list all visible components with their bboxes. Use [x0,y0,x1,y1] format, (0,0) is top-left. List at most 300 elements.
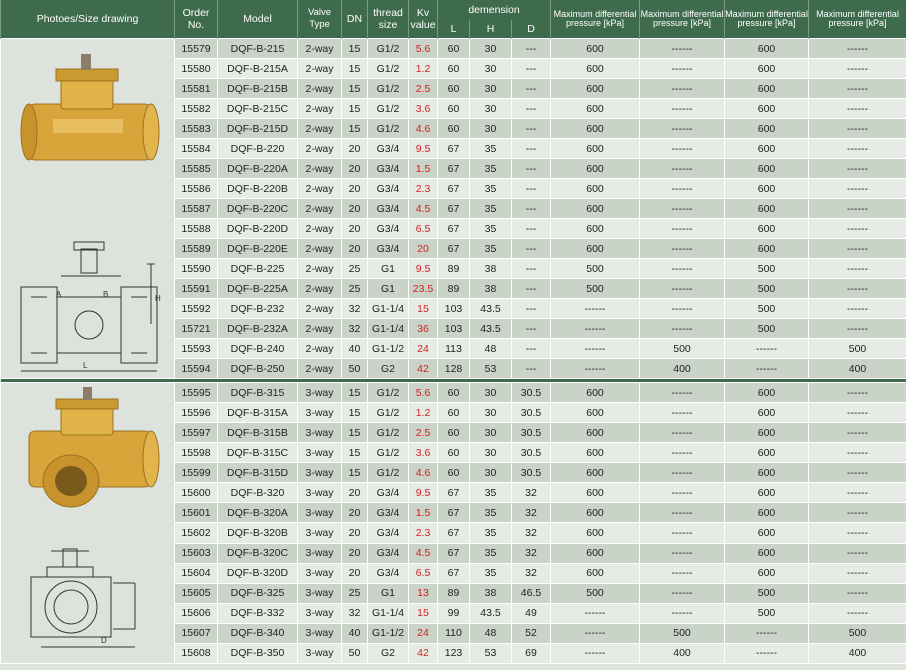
max-pressure-2-cell: ------ [640,159,725,179]
order-no-cell: 15590 [175,259,218,279]
max-pressure-1-cell: 600 [551,443,640,463]
max-pressure-1-cell: 600 [551,179,640,199]
valve-type-cell: 3-way [298,643,342,663]
thread-size-cell: G1/2 [368,79,409,99]
thread-size-cell: G3/4 [368,483,409,503]
kv-value-cell: 23.5 [409,279,438,299]
model-cell: DQF-B-215D [218,119,298,139]
dimension-d-cell: --- [512,299,551,319]
valve-type-cell: 3-way [298,423,342,443]
dimension-h-cell: 35 [470,139,512,159]
valve-type-cell: 2-way [298,319,342,339]
dn-cell: 15 [342,463,368,483]
thread-size-cell: G1-1/4 [368,603,409,623]
dn-cell: 15 [342,403,368,423]
order-no-cell: 15587 [175,199,218,219]
max-pressure-2-cell: ------ [640,523,725,543]
dimension-l-cell: 67 [438,563,470,583]
brass-three-way-valve-icon [29,387,159,507]
order-no-cell: 15604 [175,563,218,583]
dimension-d-cell: --- [512,59,551,79]
thread-size-cell: G1/2 [368,463,409,483]
kv-value-cell: 5.6 [409,39,438,59]
max-pressure-1-cell: 600 [551,403,640,423]
max-pressure-2-cell: ------ [640,483,725,503]
model-cell: DQF-B-215C [218,99,298,119]
max-pressure-1-cell: ------ [551,603,640,623]
dimension-h-cell: 35 [470,219,512,239]
kv-value-cell: 6.5 [409,563,438,583]
max-pressure-1-cell: 600 [551,199,640,219]
thread-size-cell: G3/4 [368,159,409,179]
max-pressure-1-cell: 600 [551,39,640,59]
dimension-l-cell: 89 [438,279,470,299]
table-row [1,383,906,403]
max-pressure-1-cell: 600 [551,463,640,483]
max-pressure-2-cell: ------ [640,423,725,443]
thread-size-cell: G2 [368,359,409,379]
dn-cell: 20 [342,523,368,543]
order-no-cell: 15583 [175,119,218,139]
thread-size-cell: G1/2 [368,59,409,79]
kv-value-cell: 42 [409,643,438,663]
max-pressure-2-cell: ------ [640,59,725,79]
dn-cell: 20 [342,139,368,159]
kv-value-cell: 15 [409,299,438,319]
dimension-l-cell: 67 [438,543,470,563]
dn-cell: 25 [342,259,368,279]
max-pressure-2-cell: ------ [640,463,725,483]
max-pressure-1-cell: 600 [551,563,640,583]
order-no-cell: 15580 [175,59,218,79]
dn-cell: 32 [342,319,368,339]
thread-size-cell: G1 [368,279,409,299]
model-cell: DQF-B-220E [218,239,298,259]
max-pressure-4-cell: ------ [809,119,906,139]
dn-cell: 15 [342,119,368,139]
order-no-cell: 15586 [175,179,218,199]
model-cell: DQF-B-225A [218,279,298,299]
dimension-h-cell: 43.5 [470,603,512,623]
three-way-valve-illustration [1,383,171,663]
max-pressure-2-cell: ------ [640,299,725,319]
dimension-d-cell: --- [512,359,551,379]
dn-cell: 20 [342,179,368,199]
thread-size-cell: G1/2 [368,383,409,403]
max-pressure-4-cell: ------ [809,39,906,59]
max-pressure-3-cell: 600 [725,179,809,199]
max-pressure-4-cell: ------ [809,219,906,239]
max-pressure-3-cell: 600 [725,239,809,259]
dimension-l-cell: 110 [438,623,470,643]
order-no-cell: 15593 [175,339,218,359]
max-pressure-1-cell: ------ [551,299,640,319]
max-pressure-2-cell: ------ [640,179,725,199]
max-pressure-4-cell: ------ [809,583,906,603]
dimension-h-cell: 30 [470,423,512,443]
max-pressure-3-cell: 600 [725,39,809,59]
kv-value-cell: 3.6 [409,99,438,119]
max-pressure-4-cell: 400 [809,359,906,379]
dimension-h-cell: 38 [470,583,512,603]
dimension-h-cell: 30 [470,99,512,119]
thread-size-cell: G1/2 [368,423,409,443]
dimension-l-cell: 67 [438,523,470,543]
thread-size-cell: G3/4 [368,219,409,239]
kv-value-cell: 24 [409,623,438,643]
max-pressure-2-cell: ------ [640,239,725,259]
max-pressure-3-cell: 600 [725,403,809,423]
max-pressure-2-cell: ------ [640,39,725,59]
dimension-h-cell: 35 [470,503,512,523]
valve-type-cell: 3-way [298,443,342,463]
max-pressure-1-cell: 600 [551,219,640,239]
max-pressure-3-cell: 500 [725,279,809,299]
thread-size-cell: G3/4 [368,199,409,219]
dimension-l-cell: 60 [438,463,470,483]
max-pressure-2-cell: 400 [640,359,725,379]
max-pressure-4-cell: ------ [809,99,906,119]
kv-value-cell: 36 [409,319,438,339]
three-way-dimension-drawing-icon [31,549,135,647]
order-no-cell: 15600 [175,483,218,503]
dimension-l-cell: 67 [438,219,470,239]
valve-type-cell: 2-way [298,339,342,359]
thread-size-cell: G1/2 [368,443,409,463]
dimension-l-cell: 67 [438,179,470,199]
dimension-h-cell: 38 [470,279,512,299]
dimension-h-cell: 35 [470,543,512,563]
order-no-cell: 15602 [175,523,218,543]
max-pressure-3-cell: 600 [725,199,809,219]
dimension-l-cell: 67 [438,239,470,259]
order-no-cell: 15721 [175,319,218,339]
kv-value-cell: 2.3 [409,179,438,199]
dimension-h-cell: 35 [470,179,512,199]
thread-size-cell: G1 [368,583,409,603]
dimension-d-cell: 32 [512,523,551,543]
table-body [1,39,906,664]
header-H: H [470,20,512,39]
model-cell: DQF-B-215A [218,59,298,79]
dimension-h-cell: 30 [470,383,512,403]
model-cell: DQF-B-215B [218,79,298,99]
valve-type-cell: 2-way [298,279,342,299]
max-pressure-4-cell: ------ [809,319,906,339]
model-cell: DQF-B-320A [218,503,298,523]
valve-type-cell: 3-way [298,403,342,423]
kv-value-cell: 1.5 [409,503,438,523]
label-h: H [155,294,161,303]
max-pressure-1-cell: ------ [551,339,640,359]
max-pressure-4-cell: ------ [809,59,906,79]
dimension-d-cell: 32 [512,503,551,523]
header-mdp-2: Maximum differential pressure [kPa] [640,0,725,39]
dimension-l-cell: 60 [438,383,470,403]
max-pressure-4-cell: ------ [809,443,906,463]
max-pressure-4-cell: ------ [809,403,906,423]
valve-type-cell: 2-way [298,239,342,259]
max-pressure-3-cell: ------ [725,643,809,663]
order-no-cell: 15579 [175,39,218,59]
max-pressure-3-cell: 600 [725,219,809,239]
max-pressure-4-cell: 400 [809,643,906,663]
dimension-l-cell: 60 [438,443,470,463]
table-row [1,39,906,59]
thread-size-cell: G1 [368,259,409,279]
model-cell: DQF-B-220D [218,219,298,239]
dimension-l-cell: 60 [438,39,470,59]
dimension-l-cell: 60 [438,99,470,119]
header-mdp-4: Maximum differential pressure [kPa] [809,0,906,39]
dimension-d-cell: 69 [512,643,551,663]
label-l: L [83,361,88,370]
max-pressure-1-cell: 600 [551,99,640,119]
order-no-cell: 15597 [175,423,218,443]
two-way-photo-cell [1,39,175,379]
kv-value-cell: 13 [409,583,438,603]
order-no-cell: 15594 [175,359,218,379]
dimension-h-cell: 30 [470,463,512,483]
dimension-l-cell: 67 [438,199,470,219]
model-cell: DQF-B-220B [218,179,298,199]
max-pressure-2-cell: ------ [640,219,725,239]
max-pressure-3-cell: 600 [725,159,809,179]
order-no-cell: 15606 [175,603,218,623]
max-pressure-3-cell: 500 [725,603,809,623]
dn-cell: 32 [342,299,368,319]
dimension-h-cell: 30 [470,79,512,99]
max-pressure-3-cell: 600 [725,443,809,463]
order-no-cell: 15589 [175,239,218,259]
thread-size-cell: G1/2 [368,99,409,119]
max-pressure-1-cell: 600 [551,503,640,523]
max-pressure-1-cell: 500 [551,583,640,603]
order-no-cell: 15581 [175,79,218,99]
valve-type-cell: 3-way [298,503,342,523]
model-cell: DQF-B-350 [218,643,298,663]
thread-size-cell: G3/4 [368,563,409,583]
dimension-l-cell: 103 [438,319,470,339]
kv-value-cell: 1.2 [409,403,438,423]
dimension-h-cell: 30 [470,59,512,79]
kv-value-cell: 4.5 [409,543,438,563]
header-D: D [512,20,551,39]
dimension-d-cell: 30.5 [512,403,551,423]
order-no-cell: 15608 [175,643,218,663]
max-pressure-3-cell: ------ [725,359,809,379]
model-cell: DQF-B-320C [218,543,298,563]
dimension-d-cell: --- [512,79,551,99]
max-pressure-3-cell: 600 [725,99,809,119]
thread-size-cell: G3/4 [368,503,409,523]
max-pressure-2-cell: ------ [640,563,725,583]
order-no-cell: 15582 [175,99,218,119]
header-dimension: demension [438,0,551,20]
kv-value-cell: 5.6 [409,383,438,403]
max-pressure-3-cell: 600 [725,563,809,583]
max-pressure-2-cell: ------ [640,79,725,99]
max-pressure-4-cell: ------ [809,139,906,159]
max-pressure-4-cell: ------ [809,503,906,523]
max-pressure-1-cell: 600 [551,239,640,259]
dn-cell: 15 [342,443,368,463]
valve-type-cell: 3-way [298,383,342,403]
dn-cell: 50 [342,359,368,379]
model-cell: DQF-B-220 [218,139,298,159]
dimension-l-cell: 60 [438,423,470,443]
dimension-h-cell: 35 [470,483,512,503]
kv-value-cell: 2.3 [409,523,438,543]
header-dn: DN [342,0,368,39]
max-pressure-4-cell: ------ [809,279,906,299]
model-cell: DQF-B-220A [218,159,298,179]
order-no-cell: 15599 [175,463,218,483]
max-pressure-4-cell: ------ [809,199,906,219]
dimension-l-cell: 60 [438,79,470,99]
model-cell: DQF-B-215 [218,39,298,59]
valve-type-cell: 3-way [298,603,342,623]
kv-value-cell: 9.5 [409,139,438,159]
dimension-l-cell: 67 [438,503,470,523]
dimension-d-cell: 30.5 [512,463,551,483]
max-pressure-4-cell: ------ [809,463,906,483]
max-pressure-2-cell: ------ [640,543,725,563]
max-pressure-2-cell: ------ [640,583,725,603]
dimension-d-cell: 32 [512,483,551,503]
max-pressure-2-cell: ------ [640,503,725,523]
max-pressure-3-cell: 500 [725,299,809,319]
header-valve-type: Valve Type [298,0,342,39]
dimension-h-cell: 35 [470,159,512,179]
dimension-h-cell: 35 [470,239,512,259]
max-pressure-3-cell: 600 [725,383,809,403]
model-cell: DQF-B-320 [218,483,298,503]
valve-type-cell: 2-way [298,219,342,239]
thread-size-cell: G1/2 [368,39,409,59]
thread-size-cell: G2 [368,643,409,663]
model-cell: DQF-B-320B [218,523,298,543]
order-no-cell: 15595 [175,383,218,403]
valve-type-cell: 3-way [298,483,342,503]
dn-cell: 20 [342,219,368,239]
dimension-l-cell: 103 [438,299,470,319]
max-pressure-1-cell: 500 [551,279,640,299]
order-no-cell: 15596 [175,403,218,423]
dimension-l-cell: 99 [438,603,470,623]
header-mdp-1: Maximum differential pressure [kPa] [551,0,640,39]
kv-value-cell: 4.6 [409,119,438,139]
max-pressure-1-cell: 600 [551,523,640,543]
model-cell: DQF-B-315C [218,443,298,463]
max-pressure-2-cell: 400 [640,643,725,663]
dimension-d-cell: --- [512,319,551,339]
model-cell: DQF-B-340 [218,623,298,643]
dimension-d-cell: --- [512,259,551,279]
dn-cell: 20 [342,543,368,563]
valve-type-cell: 3-way [298,563,342,583]
model-cell: DQF-B-315A [218,403,298,423]
model-cell: DQF-B-220C [218,199,298,219]
dimension-l-cell: 89 [438,259,470,279]
dimension-h-cell: 48 [470,623,512,643]
dn-cell: 20 [342,563,368,583]
valve-type-cell: 2-way [298,79,342,99]
dimension-l-cell: 67 [438,483,470,503]
dimension-d-cell: --- [512,119,551,139]
max-pressure-4-cell: 500 [809,339,906,359]
valve-type-cell: 2-way [298,159,342,179]
model-cell: DQF-B-315B [218,423,298,443]
valve-type-cell: 2-way [298,259,342,279]
max-pressure-1-cell: 600 [551,79,640,99]
dn-cell: 40 [342,623,368,643]
thread-size-cell: G1-1/2 [368,339,409,359]
max-pressure-2-cell: ------ [640,99,725,119]
max-pressure-1-cell: 500 [551,259,640,279]
max-pressure-4-cell: ------ [809,383,906,403]
dimension-h-cell: 30 [470,443,512,463]
two-way-valve-illustration [1,39,171,374]
max-pressure-3-cell: 600 [725,543,809,563]
label-a: A [56,290,62,299]
max-pressure-2-cell: ------ [640,279,725,299]
valve-type-cell: 2-way [298,359,342,379]
header-thread: thread size [368,0,409,39]
kv-value-cell: 15 [409,603,438,623]
dimension-h-cell: 53 [470,359,512,379]
kv-value-cell: 6.5 [409,219,438,239]
dn-cell: 40 [342,339,368,359]
dimension-l-cell: 60 [438,59,470,79]
order-no-cell: 15592 [175,299,218,319]
dimension-l-cell: 128 [438,359,470,379]
max-pressure-1-cell: 600 [551,59,640,79]
label-d: D [101,636,107,645]
dimension-d-cell: 30.5 [512,443,551,463]
max-pressure-2-cell: ------ [640,383,725,403]
two-way-dimension-drawing-icon [21,242,157,371]
order-no-cell: 15585 [175,159,218,179]
max-pressure-1-cell: 600 [551,423,640,443]
max-pressure-4-cell: ------ [809,299,906,319]
dimension-l-cell: 67 [438,159,470,179]
max-pressure-3-cell: 600 [725,59,809,79]
thread-size-cell: G1/2 [368,119,409,139]
order-no-cell: 15588 [175,219,218,239]
order-no-cell: 15607 [175,623,218,643]
model-cell: DQF-B-315 [218,383,298,403]
max-pressure-3-cell: 600 [725,523,809,543]
dn-cell: 15 [342,79,368,99]
valve-type-cell: 2-way [298,119,342,139]
dimension-l-cell: 113 [438,339,470,359]
dimension-h-cell: 48 [470,339,512,359]
max-pressure-4-cell: ------ [809,239,906,259]
dimension-h-cell: 30 [470,119,512,139]
max-pressure-4-cell: ------ [809,603,906,623]
kv-value-cell: 4.5 [409,199,438,219]
valve-type-cell: 2-way [298,59,342,79]
max-pressure-2-cell: ------ [640,603,725,623]
max-pressure-3-cell: ------ [725,339,809,359]
max-pressure-2-cell: ------ [640,259,725,279]
dimension-d-cell: 30.5 [512,423,551,443]
dimension-h-cell: 43.5 [470,299,512,319]
max-pressure-1-cell: ------ [551,643,640,663]
model-cell: DQF-B-250 [218,359,298,379]
max-pressure-1-cell: 600 [551,483,640,503]
